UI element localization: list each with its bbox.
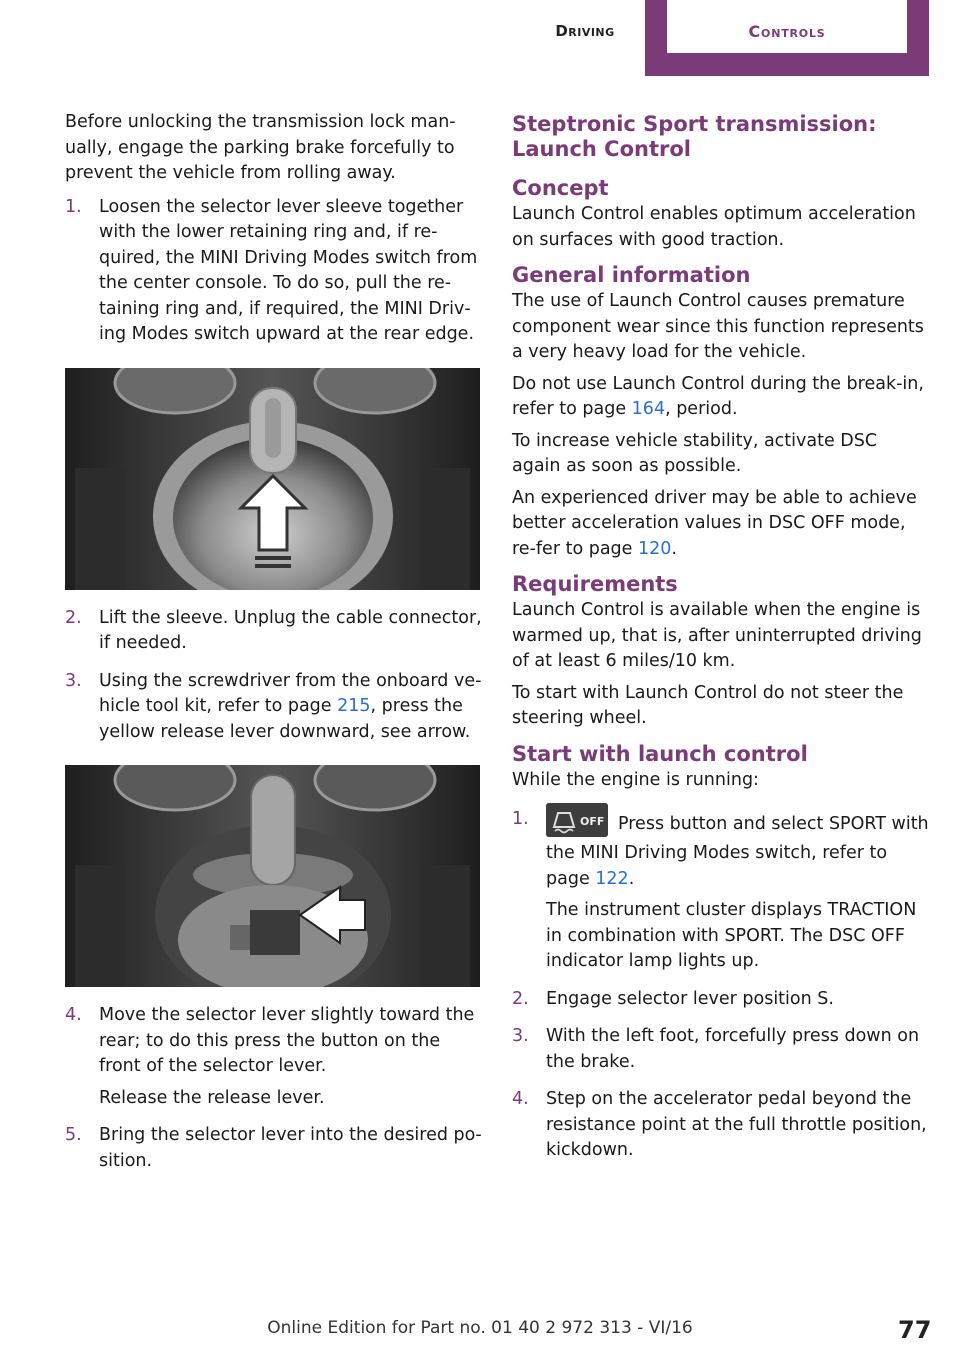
- selector-lever-illustration: [65, 368, 480, 590]
- start-intro: While the engine is running:: [512, 769, 759, 790]
- step-number: 3.: [65, 670, 82, 691]
- page-link[interactable]: 122: [595, 868, 629, 889]
- step-subtext: Release the release lever.: [99, 1087, 325, 1108]
- step-number: 4.: [65, 1005, 82, 1025]
- list-item: [512, 987, 930, 1019]
- list-item: [65, 195, 483, 354]
- list-item: [65, 669, 483, 752]
- list-item: [65, 606, 483, 663]
- step-text: Lift the sleeve. Unplug the cable connector, if needed.: [99, 607, 482, 653]
- step-text: Using the screwdriver from the onboard ve‐hicle tool kit, refer to page 215, press the yellow release lever downward, see arrow.: [99, 670, 482, 742]
- step-text: OFF Press button and select SPORT with the MINI Driving Modes switch, refer to page 122.: [546, 807, 930, 892]
- step-number: 2.: [512, 988, 529, 1009]
- list-item: [65, 1003, 483, 1117]
- step-number: 5.: [65, 1125, 82, 1145]
- step-text: Bring the selector lever into the desired po‐sition.: [99, 1125, 482, 1171]
- general-p2: Do not use Launch Control during the break-in, refer to page 164, period.: [512, 373, 924, 419]
- section-label: Driving: [555, 22, 615, 40]
- step-text: Loosen the selector lever sleeve together with the lower retaining ring and, if re‐quired, the MINI Driving Modes switch from the center console. To do so, pull the re‐taining ring and, if required, the MINI Driv‐ing Modes switch upward at the rear edge.: [99, 196, 478, 344]
- list-item: [512, 807, 930, 981]
- page-link[interactable]: 120: [637, 538, 672, 559]
- step-number: 2.: [65, 607, 82, 628]
- step-number: 1.: [65, 196, 82, 217]
- svg-text:OFF: OFF: [580, 815, 605, 828]
- step-number: 1.: [512, 809, 529, 829]
- release-lever-illustration: [65, 765, 480, 987]
- step-text: Step on the accelerator pedal beyond the resistance point at the full throttle position, kickdown.: [546, 1089, 927, 1160]
- list-item: [65, 1123, 483, 1180]
- step-text: With the left foot, forcefully press down on the brake.: [546, 1026, 920, 1072]
- concept-text: Launch Control enables optimum acceleration on surfaces with good traction.: [512, 204, 916, 250]
- dsc-off-button-icon: [546, 803, 608, 837]
- step-number: 4.: [512, 1089, 529, 1109]
- start-heading: Start with launch control: [512, 741, 808, 766]
- chapter-label: Controls: [667, 0, 907, 53]
- page-link[interactable]: 215: [337, 696, 371, 716]
- step-number: 3.: [512, 1026, 529, 1046]
- sleeve-removal-image: [65, 368, 480, 590]
- step-subtext: The instrument cluster displays TRACTION in combination with SPORT. The DSC OFF indicator lamp lights up.: [546, 900, 917, 971]
- footer-edition: Online Edition for Part no. 01 40 2 972 313 - VI/16: [267, 1318, 693, 1338]
- right-column: [512, 110, 930, 1176]
- left-column: [65, 110, 483, 1186]
- requirements-p2: To start with Launch Control do not steer the steering wheel.: [512, 682, 904, 728]
- concept-heading: Concept: [512, 176, 609, 200]
- step-text: Engage selector lever position S.: [546, 988, 834, 1009]
- requirements-p1: Launch Control is available when the engine is warmed up, that is, after uninterrupted driving of at least 6 miles/10 km.: [512, 600, 922, 671]
- page-link[interactable]: 164: [631, 399, 666, 419]
- page-number: 77: [898, 1316, 932, 1344]
- section-title: Steptronic Sport transmission: Launch Control: [512, 112, 877, 161]
- chapter-tab: [645, 0, 929, 76]
- requirements-heading: Requirements: [512, 572, 678, 596]
- general-p1: The use of Launch Control causes premature component wear since this function represents a very heavy load for the vehicle.: [512, 291, 924, 362]
- general-p4: An experienced driver may be able to achieve better acceleration values in DSC OFF mode, re‐fer to page 120.: [512, 487, 917, 559]
- intro-paragraph: Before unlocking the transmission lock man‐ually, engage the parking brake forcefully to prevent the vehicle from rolling away.: [65, 112, 456, 183]
- release-lever-image: [65, 765, 480, 987]
- general-p3: To increase vehicle stability, activate DSC again as soon as possible.: [512, 430, 878, 476]
- list-item: [512, 1024, 930, 1081]
- step-text: Move the selector lever slightly toward the rear; to do this press the button on the front of the selector lever.: [99, 1005, 475, 1076]
- general-heading: General information: [512, 263, 751, 287]
- list-item: [512, 1087, 930, 1170]
